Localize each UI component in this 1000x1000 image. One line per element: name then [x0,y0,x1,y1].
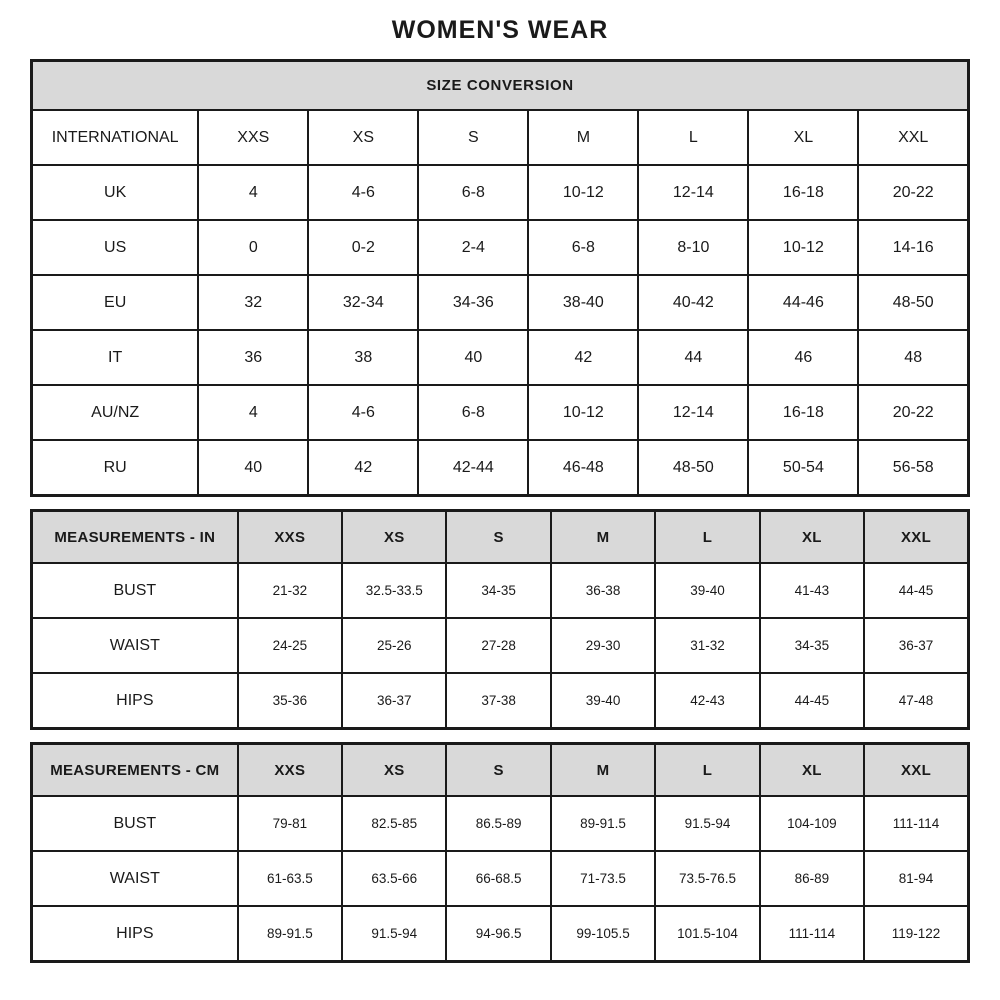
value-cell: 44-46 [748,275,858,330]
value-cell: 2-4 [418,220,528,275]
row-label: BUST [32,563,238,618]
table-title-header: INTERNATIONAL [32,110,199,165]
table-row [32,851,969,906]
value-cell: 40-42 [638,275,748,330]
value-cell: 42-44 [418,440,528,496]
value-cell: 111-114 [864,796,968,851]
value-cell: 86.5-89 [446,796,550,851]
value-cell: 42 [528,330,638,385]
value-cell: 34-35 [760,618,864,673]
size-column-header: S [446,511,550,564]
size-column-header: L [638,110,748,165]
measurements-in-table [30,509,970,730]
measurements-in-header-row [32,511,969,564]
size-conversion-banner: SIZE CONVERSION [32,61,969,111]
table-row [32,385,969,440]
value-cell: 12-14 [638,165,748,220]
size-column-header: XXL [864,744,968,797]
row-label: UK [32,165,199,220]
value-cell: 34-35 [446,563,550,618]
value-cell: 48-50 [858,275,968,330]
value-cell: 40 [198,440,308,496]
value-cell: 4-6 [308,165,418,220]
value-cell: 63.5-66 [342,851,446,906]
value-cell: 48 [858,330,968,385]
measurements-cm-body [32,796,969,962]
table-row [32,618,969,673]
table-row [32,165,969,220]
value-cell: 6-8 [418,385,528,440]
row-label: EU [32,275,199,330]
row-label: WAIST [32,851,238,906]
value-cell: 38 [308,330,418,385]
value-cell: 12-14 [638,385,748,440]
value-cell: 6-8 [418,165,528,220]
row-label: IT [32,330,199,385]
value-cell: 41-43 [760,563,864,618]
value-cell: 10-12 [748,220,858,275]
value-cell: 44-45 [760,673,864,729]
size-column-header: L [655,511,759,564]
value-cell: 14-16 [858,220,968,275]
measurements-cm-header-row [32,744,969,797]
value-cell: 44 [638,330,748,385]
value-cell: 44-45 [864,563,968,618]
value-cell: 119-122 [864,906,968,962]
value-cell: 27-28 [446,618,550,673]
value-cell: 16-18 [748,165,858,220]
size-column-header: M [528,110,638,165]
value-cell: 38-40 [528,275,638,330]
value-cell: 81-94 [864,851,968,906]
size-column-header: XXS [238,511,342,564]
size-column-header: M [551,511,655,564]
value-cell: 40 [418,330,528,385]
size-column-header: S [446,744,550,797]
row-label: BUST [32,796,238,851]
value-cell: 0 [198,220,308,275]
table-row [32,796,969,851]
value-cell: 6-8 [528,220,638,275]
size-conversion-table [30,59,970,497]
value-cell: 36 [198,330,308,385]
size-column-header: XXS [238,744,342,797]
value-cell: 4 [198,165,308,220]
value-cell: 0-2 [308,220,418,275]
value-cell: 31-32 [655,618,759,673]
table-row [32,275,969,330]
size-column-header: XS [342,511,446,564]
table-row [32,563,969,618]
value-cell: 86-89 [760,851,864,906]
size-column-header: L [655,744,759,797]
value-cell: 61-63.5 [238,851,342,906]
value-cell: 34-36 [418,275,528,330]
measurements-cm-table [30,742,970,963]
value-cell: 21-32 [238,563,342,618]
value-cell: 20-22 [858,385,968,440]
page-title: WOMEN'S WEAR [391,16,609,44]
size-column-header: XL [760,511,864,564]
value-cell: 36-37 [864,618,968,673]
size-conversion-banner-row [32,61,969,111]
size-column-header: XS [342,744,446,797]
value-cell: 36-37 [342,673,446,729]
value-cell: 8-10 [638,220,748,275]
table-row [32,220,969,275]
value-cell: 42 [308,440,418,496]
table-row [32,906,969,962]
value-cell: 32-34 [308,275,418,330]
table-row [32,330,969,385]
value-cell: 89-91.5 [238,906,342,962]
table-row [32,673,969,729]
value-cell: 82.5-85 [342,796,446,851]
value-cell: 71-73.5 [551,851,655,906]
value-cell: 46 [748,330,858,385]
table-row [32,440,969,496]
size-column-header: XL [760,744,864,797]
value-cell: 16-18 [748,385,858,440]
value-cell: 39-40 [655,563,759,618]
size-column-header: XXS [198,110,308,165]
value-cell: 37-38 [446,673,550,729]
measurements-in-body [32,563,969,729]
value-cell: 91.5-94 [655,796,759,851]
value-cell: 104-109 [760,796,864,851]
value-cell: 32 [198,275,308,330]
value-cell: 25-26 [342,618,446,673]
table-title-header: MEASUREMENTS - IN [32,511,238,564]
value-cell: 79-81 [238,796,342,851]
value-cell: 24-25 [238,618,342,673]
value-cell: 46-48 [528,440,638,496]
value-cell: 29-30 [551,618,655,673]
value-cell: 20-22 [858,165,968,220]
value-cell: 48-50 [638,440,748,496]
value-cell: 66-68.5 [446,851,550,906]
value-cell: 91.5-94 [342,906,446,962]
value-cell: 89-91.5 [551,796,655,851]
size-column-header: XS [308,110,418,165]
value-cell: 56-58 [858,440,968,496]
value-cell: 10-12 [528,165,638,220]
value-cell: 73.5-76.5 [655,851,759,906]
value-cell: 111-114 [760,906,864,962]
row-label: WAIST [32,618,238,673]
value-cell: 36-38 [551,563,655,618]
value-cell: 50-54 [748,440,858,496]
size-column-header: XL [748,110,858,165]
value-cell: 4-6 [308,385,418,440]
value-cell: 47-48 [864,673,968,729]
value-cell: 39-40 [551,673,655,729]
size-column-header: M [551,744,655,797]
row-label: RU [32,440,199,496]
value-cell: 35-36 [238,673,342,729]
size-column-header: S [418,110,528,165]
size-column-header: XXL [858,110,968,165]
size-column-header: XXL [864,511,968,564]
value-cell: 42-43 [655,673,759,729]
value-cell: 4 [198,385,308,440]
row-label: HIPS [32,673,238,729]
value-cell: 101.5-104 [655,906,759,962]
value-cell: 94-96.5 [446,906,550,962]
size-conversion-body [32,165,969,496]
row-label: US [32,220,199,275]
size-conversion-header-row [32,110,969,165]
table-title-header: MEASUREMENTS - CM [32,744,238,797]
row-label: AU/NZ [32,385,199,440]
value-cell: 99-105.5 [551,906,655,962]
row-label: HIPS [32,906,238,962]
value-cell: 10-12 [528,385,638,440]
value-cell: 32.5-33.5 [342,563,446,618]
